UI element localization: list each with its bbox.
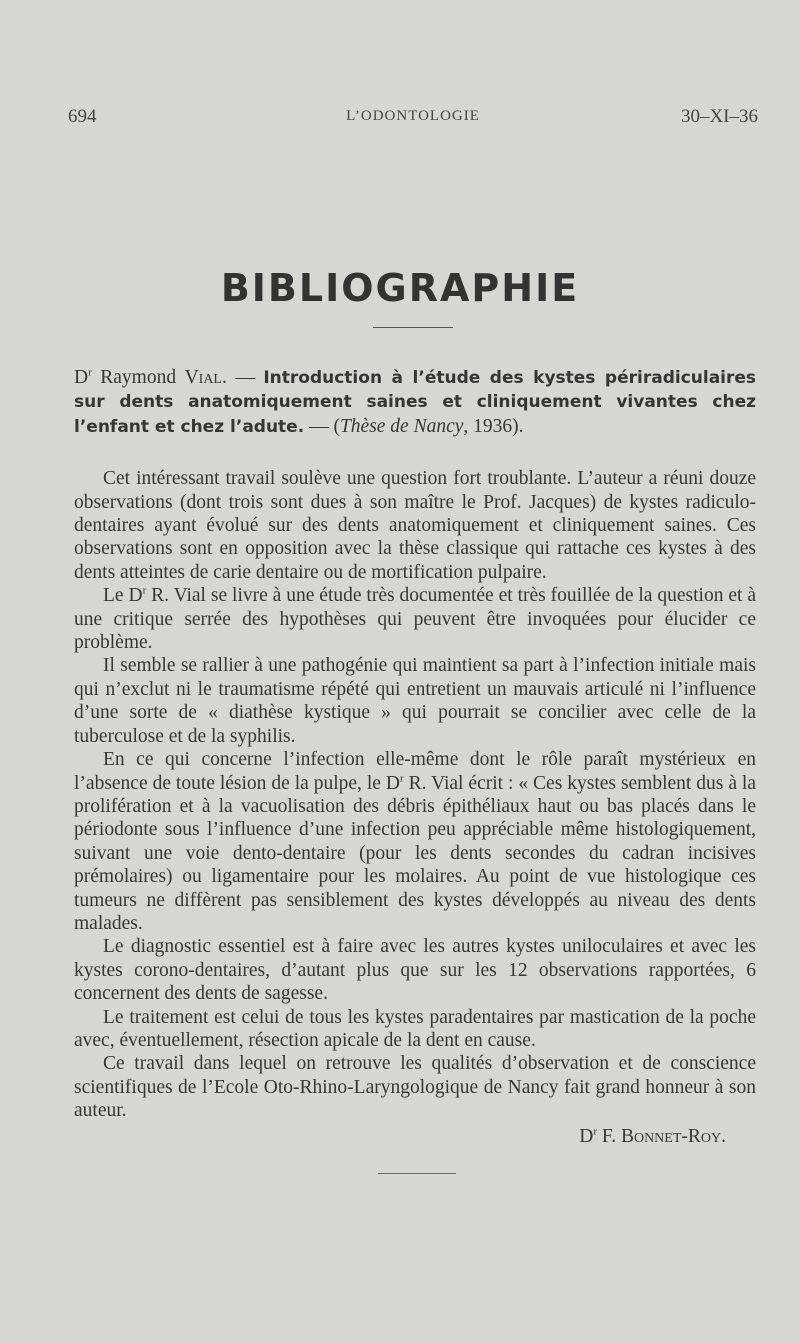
author-title: D [74,367,89,388]
paragraph-text: R. Vial se livre à une étude très documentée et très fouillée de la question et à une critique serrée des hypothèses qui peuvent être invoquées pour élucider ce problème. [74,585,756,654]
title-divider [373,327,453,328]
year: , 1936). [463,415,524,437]
article-body [74,366,756,1148]
paragraph: Le traitement est celui de tous les kystes paradentaires par mastication de la poche avec, éventuellement, résection apicale de la dent en cause. [74,1006,756,1051]
paragraph [74,748,756,935]
paragraph-text: En ce qui concerne l’infection elle-même dont le rôle paraît mystérieux en l’absence de toute lésion de la pulpe, le D [74,749,756,794]
signature-title: D [579,1125,594,1147]
paragraph: Le diagnostic essentiel est à faire avec les autres kystes uniloculaires et avec les kystes corono-dentaires, d’autant plus que sur les 12 observations rapportées, 6 concernent des dents de sagesse. [74,936,756,1005]
end-divider [378,1173,456,1174]
paragraph: Ce travail dans lequel on retrouve les qualités d’observation et de conscience scientifiques de l’Ecole Oto-Rhino-Laryngologique de Nancy fait grand honneur à son auteur. [74,1053,756,1122]
running-header [68,106,758,132]
paragraph-text: R. Vial écrit : « Ces kystes semblent dus à la prolifération et à la vacuolisation des débris épithéliaux haut ou bas placés dans le périodonte sous l’influence d’une infection peu appréciable même histologiquement, suivant une voie dento-dentaire (pour les dents secondes du cadran incisives prémolaires) ou ligamentaire pour les molaires. Au point de vue histologique ces tumeurs ne diffèrent pas sensiblement des kystes développés au niveau des dents malades. [74,772,756,934]
ref-separator-2: — ( [304,415,340,437]
sup-r: r [142,584,147,597]
signature-name: F. Bonnet-Roy. [601,1125,726,1147]
work-title: Introduction à l’étude des kystes périradiculaires sur dents anatomiquement saines et cliniquement vivantes chez l’enfant et chez l’adute. [74,368,757,437]
signature-sup: r [593,1125,598,1138]
ref-separator: . — [222,367,255,388]
signature [74,1125,726,1148]
bibliographic-reference [74,366,756,439]
sup-r: r [399,772,404,784]
journal-title: L’ODONTOLOGIE [346,108,480,124]
paragraph [74,584,756,654]
author-surname: Vial [184,367,222,388]
paragraph: Il semble se rallier à une pathogénie qui maintient sa part à l’infection initiale mais qui n’exclut ni le traumatisme répété qui entretient un mauvais articulé ni l’influence d’une sorte de « diathèse kystique » qui pourrait se concilier avec celle de la tuberculose et de la syphilis. [74,655,756,747]
page-number: 694 [68,106,97,127]
issue-date: 30–XI–36 [680,106,758,127]
source: Thèse de Nancy [339,415,464,437]
paragraph: Cet intéressant travail soulève une question fort troublante. L’auteur a réuni douze observations (dont trois sont dues à son maître le Prof. Jacques) de kystes radiculo-dentaires ayant évolué sur des dents anatomiquement et cliniquement saines. Ces observations sont en opposition avec la thèse classique qui rattache ces kystes à des dents atteintes de carie dentaire ou de mortification pulpaire. [74,468,756,583]
page-title: BIBLIOGRAPHIE [220,266,580,310]
paragraph-text: Le D [103,585,143,607]
author-first-name: Raymond [100,367,177,388]
author-title-sup: r [88,366,92,379]
